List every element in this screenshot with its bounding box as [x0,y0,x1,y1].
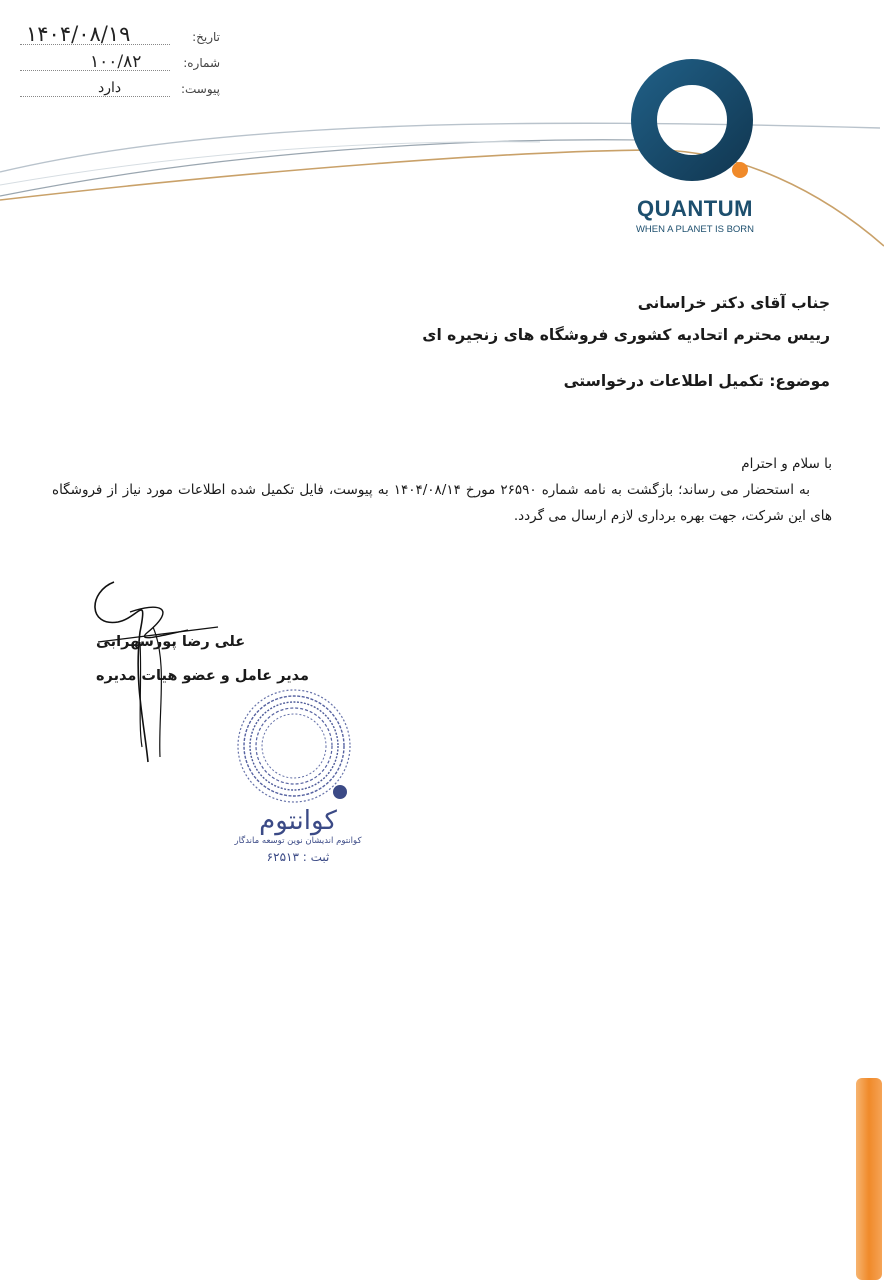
signer-name: علی رضا پورسهرابی [96,634,246,650]
quantum-ring-icon [630,58,762,190]
recipient-name: جناب آقای دکتر خراسانی [637,294,830,312]
logo-tagline: WHEN A PLANET IS BORN [635,224,755,235]
attachment-value: دارد [98,80,122,96]
number-label: شماره: [183,56,220,70]
greeting: با سلام و احترام [741,456,832,472]
logo-name: QUANTUM [637,196,753,221]
quantum-logo [620,58,770,248]
number-row [20,50,220,76]
company-stamp [228,686,368,886]
letter-meta [20,24,220,102]
date-row [20,24,220,50]
letter-body [52,451,832,529]
stamp-ring-icon [234,686,358,810]
letter-subject: موضوع: تکمیل اطلاعات درخواستی [563,372,830,390]
signer-title: مدیر عامل و عضو هیات مدیره [96,668,309,684]
number-dotted-line [20,70,170,71]
attachment-label: پیوست: [180,82,220,96]
signer-block [96,625,336,693]
stamp-company-name: کوانتوم [259,806,337,836]
date-value: ۱۴۰۴/۰۸/۱۹ [26,22,131,46]
letter-paragraph-text: به استحضار می رساند؛ بازگشت به نامه شماره ۲۶۵۹۰ مورخ ۱۴۰۴/۰۸/۱۴ به پیوست، فایل تکمیل شده اطلاعات مورد نیاز از فروشگاه های این شرکت، جهت بهره برداری لازم ارسال می گردد. [52,482,832,524]
letter-paragraph [52,477,832,529]
number-value: ۱۰۰/۸۲ [90,52,142,72]
recipient-block [270,287,830,351]
stamp-registration: ثبت : ۶۲۵۱۳ [266,850,330,864]
attachment-row [20,76,220,102]
attachment-dotted-line [20,96,170,97]
page-edge-bar-decoration [856,1078,882,1280]
recipient-title: رییس محترم اتحادیه کشوری فروشگاه های زنجیره ای [422,326,830,344]
stamp-subtitle: کوانتوم اندیشان نوین توسعه ماندگار [234,836,362,846]
date-dotted-line [20,44,170,45]
date-label: تاریخ: [192,30,220,44]
